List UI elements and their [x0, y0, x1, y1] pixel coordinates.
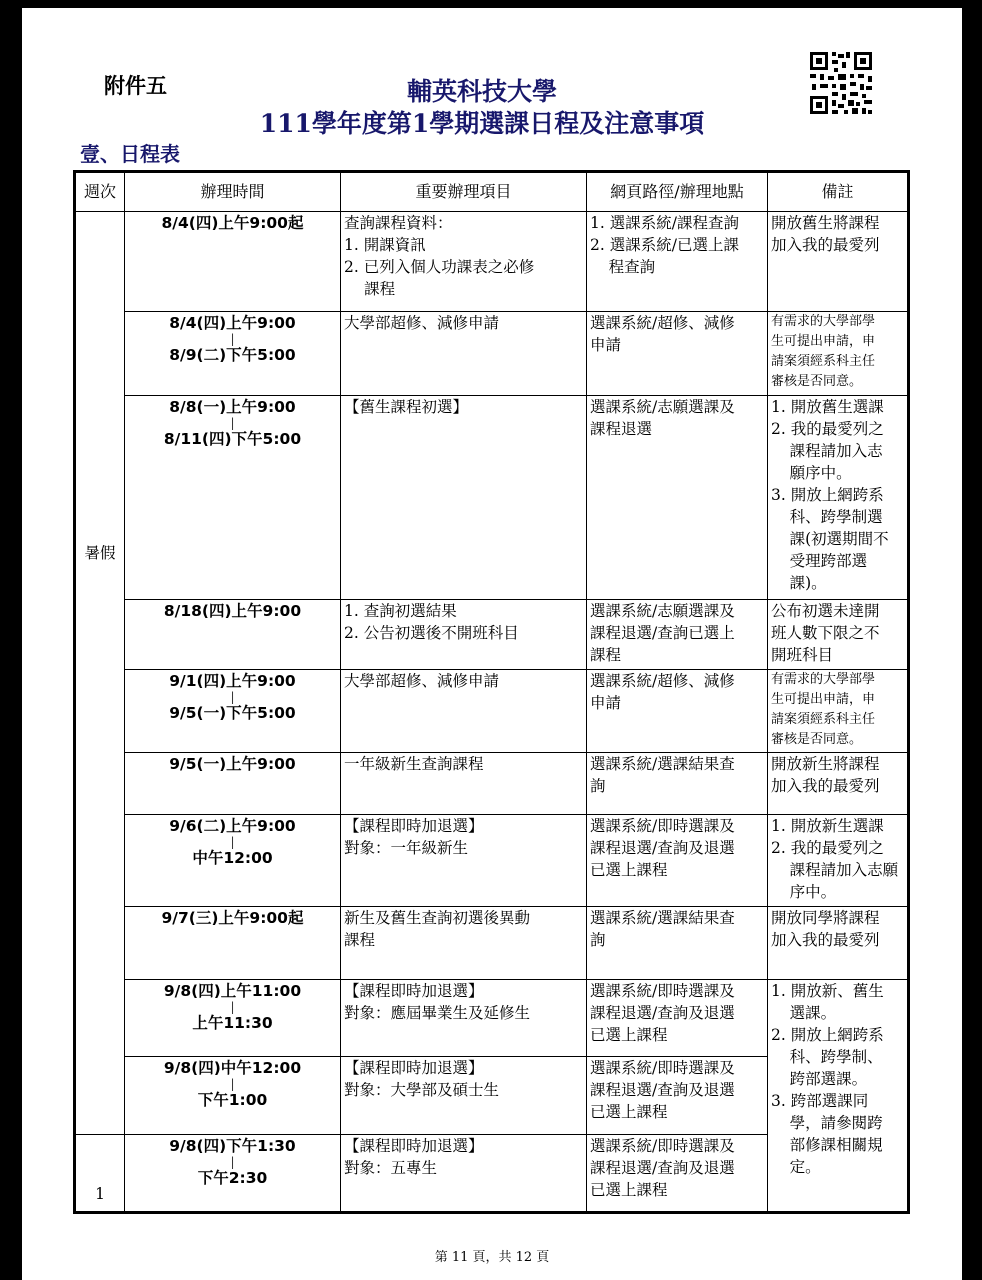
time-cell	[125, 396, 341, 600]
path-cell	[587, 1057, 768, 1135]
text-line: 一年級新生查詢課程	[344, 755, 484, 773]
text-line: 加入我的最愛列	[771, 931, 880, 949]
text-line: |	[230, 1077, 235, 1091]
text-line: 1. 查詢初選結果	[344, 602, 457, 620]
item-cell	[341, 1057, 587, 1135]
text-line: 定。	[789, 1158, 821, 1176]
text-line: 2. 公告初選後不開班科目	[344, 624, 519, 642]
text-line: 學，請參閱跨	[789, 1114, 883, 1132]
text-line: 課程	[344, 931, 376, 949]
table-row	[75, 212, 909, 312]
text-line: 課程退選/查詢已選上	[590, 624, 735, 642]
path-cell	[587, 815, 768, 907]
text-line: 【課程即時加退選】	[344, 1137, 484, 1155]
text-line: 公布初選未達開	[771, 602, 880, 620]
item-cell	[341, 670, 587, 753]
note-cell	[768, 396, 909, 600]
text-line: 8/4(四)上午9:00	[169, 314, 296, 332]
text-line: 加入我的最愛列	[771, 236, 880, 254]
text-line: 中午12:00	[192, 849, 273, 867]
section-heading: 壹、日程表	[80, 142, 180, 166]
text-line: 選課。	[789, 1004, 837, 1022]
header-week: 週次	[75, 172, 125, 212]
text-line: 生可提出申請，申	[771, 334, 876, 349]
page-number: 第 11 頁，共 12 頁	[434, 1250, 550, 1265]
text-line: 新生及舊生查詢初選後異動	[344, 909, 531, 927]
text-line: 9/7(三)上午9:00起	[161, 909, 304, 927]
text-line: 1. 開放新生選課	[771, 817, 884, 835]
text-line: 課程	[590, 646, 622, 664]
time-cell	[125, 312, 341, 396]
note-cell	[768, 815, 909, 907]
text-line: 2. 已列入個人功課表之必修	[344, 258, 535, 276]
item-cell	[341, 907, 587, 980]
university-title: 輔英科技大學	[406, 77, 557, 106]
text-line: 2. 我的最愛列之	[771, 420, 884, 438]
note-cell	[768, 753, 909, 815]
text-line: 8/9(二)下午5:00	[169, 346, 296, 364]
text-line: 【舊生課程初選】	[344, 398, 469, 416]
text-line: 課程退選/查詢及退選	[590, 839, 735, 857]
time-cell	[125, 907, 341, 980]
item-cell	[341, 396, 587, 600]
text-line: 加入我的最愛列	[771, 777, 880, 795]
text-line: 9/5(一)上午9:00	[169, 755, 296, 773]
header-note: 備註	[768, 172, 909, 212]
text-line: 課)。	[789, 574, 827, 592]
text-line: 程查詢	[608, 258, 656, 276]
item-cell	[341, 212, 587, 312]
text-line: 課(初選期間不	[789, 530, 889, 548]
table-row	[75, 396, 909, 600]
text-line: 申請	[590, 336, 622, 354]
text-line: 【課程即時加退選】	[344, 817, 484, 835]
text-line: |	[230, 835, 235, 849]
text-line: 有需求的大學部學	[771, 672, 876, 687]
text-line: 班人數下限之不	[771, 624, 880, 642]
time-cell	[125, 980, 341, 1057]
path-cell	[587, 753, 768, 815]
text-line: 2. 選課系統/已選上課	[590, 236, 739, 254]
text-line: 開放新生將課程	[771, 755, 880, 773]
path-cell	[587, 907, 768, 980]
item-cell	[341, 753, 587, 815]
text-line: 課程退選/查詢及退選	[590, 1159, 735, 1177]
text-line: 9/8(四)中午12:00	[163, 1059, 302, 1077]
text-line: 選課系統/超修、減修	[590, 314, 735, 332]
text-line: 審核是否同意。	[771, 374, 863, 389]
note-cell-shared	[768, 980, 909, 1213]
header-path: 網頁路徑/辦理地點	[587, 172, 768, 212]
text-line: 願序中。	[789, 464, 852, 482]
text-line: 8/8(一)上午9:00	[169, 398, 296, 416]
table-row	[75, 907, 909, 980]
text-line: 課程	[364, 280, 396, 298]
text-line: 9/8(四)上午11:00	[163, 982, 302, 1000]
text-line: |	[230, 1000, 235, 1014]
header-time: 辦理時間	[125, 172, 341, 212]
time-cell	[125, 670, 341, 753]
path-cell	[587, 1135, 768, 1213]
text-line: 選課系統/即時選課及	[590, 817, 735, 835]
path-cell	[587, 312, 768, 396]
path-cell	[587, 212, 768, 312]
text-line: 大學部超修、減修申請	[344, 314, 500, 332]
text-line: 對象：應屆畢業生及延修生	[344, 1004, 531, 1022]
text-line: 序中。	[789, 883, 837, 901]
text-line: 選課系統/選課結果查	[590, 909, 735, 927]
text-line: 下午2:30	[197, 1169, 268, 1187]
text-line: 已選上課程	[590, 861, 668, 879]
text-line: 9/5(一)下午5:00	[169, 704, 296, 722]
text-line: 1. 開放舊生選課	[771, 398, 884, 416]
text-line: 9/6(二)上午9:00	[169, 817, 296, 835]
text-line: 課程退選/查詢及退選	[590, 1004, 735, 1022]
text-line: 大學部超修、減修申請	[344, 672, 500, 690]
text-line: 科、跨學制、	[789, 1048, 883, 1066]
item-cell	[341, 1135, 587, 1213]
text-line: 科、跨學制選	[789, 508, 883, 526]
text-line: 2. 我的最愛列之	[771, 839, 884, 857]
text-line: 生可提出申請，申	[771, 692, 876, 707]
table-row	[75, 980, 909, 1057]
header-item: 重要辦理項目	[341, 172, 587, 212]
text-line: 3. 跨部選課同	[771, 1092, 869, 1110]
text-line: 選課系統/即時選課及	[590, 1137, 735, 1155]
time-cell	[125, 600, 341, 670]
text-line: 9/8(四)下午1:30	[169, 1137, 296, 1155]
text-line: 課程請加入志願	[789, 861, 899, 879]
text-line: 8/11(四)下午5:00	[163, 430, 302, 448]
table-row	[75, 312, 909, 396]
table-row	[75, 600, 909, 670]
text-line: 對象：一年級新生	[344, 839, 469, 857]
text-line: 跨部選課。	[789, 1070, 868, 1088]
text-line: 9/1(四)上午9:00	[169, 672, 296, 690]
text-line: 課程退選	[590, 420, 653, 438]
note-cell	[768, 670, 909, 753]
schedule-table	[73, 170, 910, 1214]
text-line: 申請	[590, 694, 622, 712]
text-line: 已選上課程	[590, 1026, 668, 1044]
table-row	[75, 670, 909, 753]
text-line: 【課程即時加退選】	[344, 982, 484, 1000]
text-line: 1. 開課資訊	[344, 236, 426, 254]
text-line: 選課系統/即時選課及	[590, 982, 735, 1000]
time-cell	[125, 1135, 341, 1213]
text-line: 課程請加入志	[789, 442, 883, 460]
time-cell	[125, 212, 341, 312]
text-line: 已選上課程	[590, 1181, 668, 1199]
item-cell	[341, 980, 587, 1057]
week-cell-summer: 暑假	[75, 212, 125, 1135]
text-line: |	[230, 1155, 235, 1169]
text-line: 對象：大學部及碩士生	[344, 1081, 500, 1099]
item-cell	[341, 815, 587, 907]
text-line: 選課系統/志願選課及	[590, 398, 735, 416]
note-cell	[768, 212, 909, 312]
text-line: 請案須經系科主任	[771, 354, 876, 369]
text-line: 詢	[590, 931, 606, 949]
path-cell	[587, 670, 768, 753]
text-line: 1. 開放新、舊生	[771, 982, 884, 1000]
qr-code-icon	[808, 50, 874, 116]
item-cell	[341, 600, 587, 670]
text-line: 開放舊生將課程	[771, 214, 880, 232]
table-row	[75, 815, 909, 907]
text-line: 開放同學將課程	[771, 909, 880, 927]
path-cell	[587, 396, 768, 600]
text-line: 對象：五專生	[344, 1159, 438, 1177]
time-cell	[125, 753, 341, 815]
text-line: 部修課相關規	[789, 1136, 883, 1154]
table-row	[75, 753, 909, 815]
note-cell	[768, 600, 909, 670]
note-cell	[768, 312, 909, 396]
text-line: 選課系統/即時選課及	[590, 1059, 735, 1077]
item-cell	[341, 312, 587, 396]
time-cell	[125, 1057, 341, 1135]
text-line: 3. 開放上網跨系	[771, 486, 884, 504]
text-line: 已選上課程	[590, 1103, 668, 1121]
table-header-row	[75, 172, 909, 212]
text-line: 1. 選課系統/課程查詢	[590, 214, 739, 232]
text-line: 課程退選/查詢及退選	[590, 1081, 735, 1099]
text-line: 審核是否同意。	[771, 732, 863, 747]
text-line: 選課系統/選課結果查	[590, 755, 735, 773]
text-line: |	[230, 416, 235, 430]
text-line: 【課程即時加退選】	[344, 1059, 484, 1077]
text-line: 受理跨部選	[789, 552, 868, 570]
text-line: 2. 開放上網跨系	[771, 1026, 884, 1044]
text-line: 詢	[590, 777, 606, 795]
path-cell	[587, 980, 768, 1057]
text-line: 查詢課程資料：	[344, 214, 453, 232]
text-line: |	[230, 690, 235, 704]
text-line: 開班科目	[771, 646, 834, 664]
text-line: 有需求的大學部學	[771, 314, 876, 329]
path-cell	[587, 600, 768, 670]
document-title: 111學年度第1學期選課日程及注意事項	[259, 109, 705, 138]
text-line: 8/4(四)上午9:00起	[161, 214, 304, 232]
text-line: 下午1:00	[197, 1091, 268, 1109]
week-cell-1: 1	[75, 1135, 125, 1213]
text-line: 選課系統/超修、減修	[590, 672, 735, 690]
text-line: |	[230, 332, 235, 346]
text-line: 選課系統/志願選課及	[590, 602, 735, 620]
document-page	[22, 8, 962, 1280]
attachment-label: 附件五	[104, 73, 167, 98]
note-cell	[768, 907, 909, 980]
text-line: 上午11:30	[192, 1014, 273, 1032]
text-line: 8/18(四)上午9:00	[163, 602, 302, 620]
time-cell	[125, 815, 341, 907]
text-line: 請案須經系科主任	[771, 712, 876, 727]
